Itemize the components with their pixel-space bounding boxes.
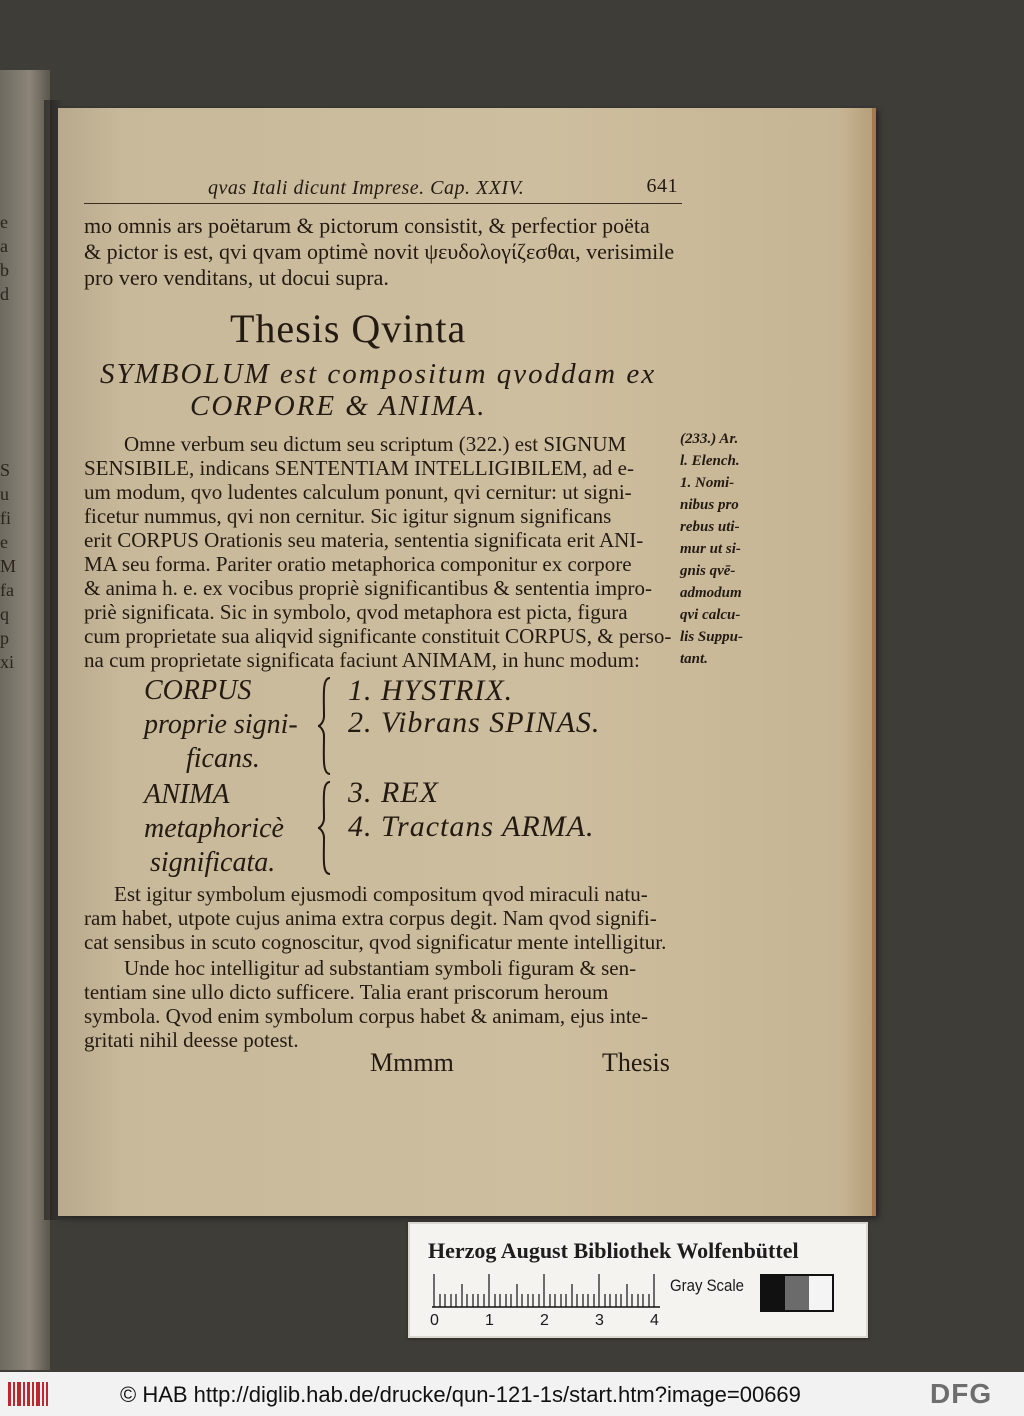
library-name: Herzog August Bibliothek Wolfenbüttel	[428, 1238, 799, 1263]
paragraph-line: ficetur nummus, qvi non cernitur. Sic igitur signum significans	[84, 504, 612, 528]
paragraph-line: erit CORPUS Orationis seu materia, sententia significata erit ANI-	[84, 528, 644, 552]
scheme-corpus-line: ficans.	[186, 743, 260, 774]
margin-note-line: qvi calcu-	[680, 607, 741, 623]
left-page-fragment: d	[0, 284, 9, 304]
copyright-link[interactable]: © HAB http://diglib.hab.de/drucke/qun-121-1s/start.htm?image=00669	[120, 1382, 801, 1407]
paragraph-line: cum proprietate sua aliqvid significante constituit CORPUS, & perso-	[84, 624, 672, 648]
paragraph-line: SENSIBILE, indicans SENTENTIAM INTELLIGIBILEM, ad e-	[84, 456, 634, 480]
margin-note-line: mur ut si-	[680, 541, 741, 557]
scheme-anima-line: ANIMA	[144, 779, 230, 810]
margin-note-line: tant.	[680, 651, 708, 667]
scheme-anima-label	[144, 778, 284, 880]
intro-line: mo omnis ars poëtarum & pictorum consistit, & perfectior poëta	[84, 213, 650, 238]
margin-note-line: nibus pro	[680, 497, 739, 513]
scheme-corpus-line: proprie signi-	[144, 709, 298, 740]
thesis-subtitle: SYMBOLUM est compositum qvoddam ex	[100, 358, 657, 390]
curly-brace-icon	[316, 780, 334, 876]
scale-number: 2	[540, 1312, 549, 1329]
archive-color-strip	[408, 1222, 868, 1338]
left-page-fragment: fa	[0, 580, 14, 600]
margin-note-line: 1. Nomi-	[680, 475, 735, 491]
scheme-corpus-line: CORPUS	[144, 675, 252, 706]
scheme-anima-line: significata.	[150, 847, 276, 878]
paragraph-line: MA seu forma. Pariter oratio metaphorica componitur ex corpore	[84, 552, 632, 576]
head-rule	[84, 203, 682, 204]
closing-line: symbola. Qvod enim symbolum corpus habet & animam, ejus inte-	[84, 1004, 648, 1028]
gray-scale-label: Gray Scale	[670, 1276, 745, 1295]
paragraph-line: na cum proprietate significata faciunt ANIMAM, in hunc modum:	[84, 648, 640, 672]
scheme-anima-line: metaphoricè	[144, 813, 284, 844]
footer-bar	[0, 1372, 1024, 1416]
left-page-fragment: e	[0, 532, 8, 552]
dfg-logo: DFG	[930, 1378, 993, 1409]
left-page-fragment: e	[0, 212, 8, 232]
paragraph-line: um modum, qvo ludentes calculum ponunt, qvi cernitur: ut signi-	[84, 480, 632, 504]
left-page-fragment: M	[0, 556, 17, 576]
gray-scale-patches	[760, 1274, 834, 1312]
intro-line: & pictor is est, qvi qvam optimè novit ψευδολογίζεσθαι, verisimile	[84, 239, 675, 264]
left-page-fragment: p	[0, 628, 9, 648]
signature-mark: Mmmm	[370, 1048, 454, 1077]
scheme-item: 3. REX	[348, 776, 439, 809]
closing-line: gritati nihil deesse potest.	[84, 1028, 299, 1052]
paragraph-line: priè significata. Sic in symbolo, qvod metaphora est picta, figura	[84, 600, 628, 624]
left-page-fragment: u	[0, 484, 9, 504]
thesis-subtitle: CORPORE & ANIMA.	[190, 390, 487, 422]
left-page-fragment: xi	[0, 652, 15, 672]
margin-note-line: rebus uti-	[680, 519, 740, 535]
paragraph-line: & anima h. e. ex vocibus propriè significantibus & sententia impro-	[84, 576, 653, 600]
scale-number: 3	[595, 1312, 604, 1329]
margin-note-line: admodum	[680, 585, 742, 601]
scheme-corpus-label	[144, 674, 298, 776]
left-facing-page	[0, 70, 50, 1370]
scheme-item: 1. HYSTRIX.	[348, 674, 514, 707]
closing-line: ram habet, utpote cujus anima extra corpus degit. Nam qvod signifi-	[84, 906, 657, 930]
closing-line: tentiam sine ullo dicto sufficere. Talia erant priscorum heroum	[84, 980, 609, 1004]
margin-note-line: gnis qvē-	[680, 563, 736, 579]
left-page-fragment: S	[0, 460, 11, 480]
margin-note	[680, 428, 758, 670]
margin-note-line: lis Suppu-	[680, 629, 743, 645]
left-page-fragment: a	[0, 236, 8, 256]
scheme-item: 2. Vibrans SPINAS.	[348, 706, 601, 739]
intro-line: pro vero venditans, ut docui supra.	[84, 265, 389, 290]
ruler-scale-icon	[432, 1274, 660, 1308]
page-number: 641	[646, 175, 678, 197]
scale-number: 4	[650, 1312, 659, 1329]
scale-number: 1	[485, 1312, 494, 1329]
scheme-item: 4. Tractans ARMA.	[348, 810, 595, 843]
closing-line: Unde hoc intelligitur ad substantiam symboli figuram & sen-	[124, 956, 637, 980]
curly-brace-icon	[316, 676, 334, 776]
running-head-text: qvas Itali dicunt Imprese. Cap. XXIV.	[208, 177, 525, 199]
left-page-fragment: b	[0, 260, 9, 280]
thesis-title: Thesis Qvinta	[230, 306, 467, 351]
margin-note-line: (233.) Ar.	[680, 431, 739, 447]
closing-line: cat sensibus in scuto cognoscitur, qvod significatur mente intelligitur.	[84, 930, 667, 954]
scale-number: 0	[430, 1312, 439, 1329]
hab-barcode-logo-icon	[8, 1380, 48, 1408]
catchword: Thesis	[602, 1048, 670, 1077]
left-page-fragment: q	[0, 604, 9, 624]
paragraph-line: Omne verbum seu dictum seu scriptum (322.) est SIGNUM	[124, 432, 627, 456]
running-head	[208, 177, 678, 205]
closing-line: Est igitur symbolum ejusmodi compositum qvod miraculi natu-	[114, 882, 648, 906]
left-page-fragment: fi	[0, 508, 11, 528]
margin-note-line: l. Elench.	[680, 453, 740, 469]
